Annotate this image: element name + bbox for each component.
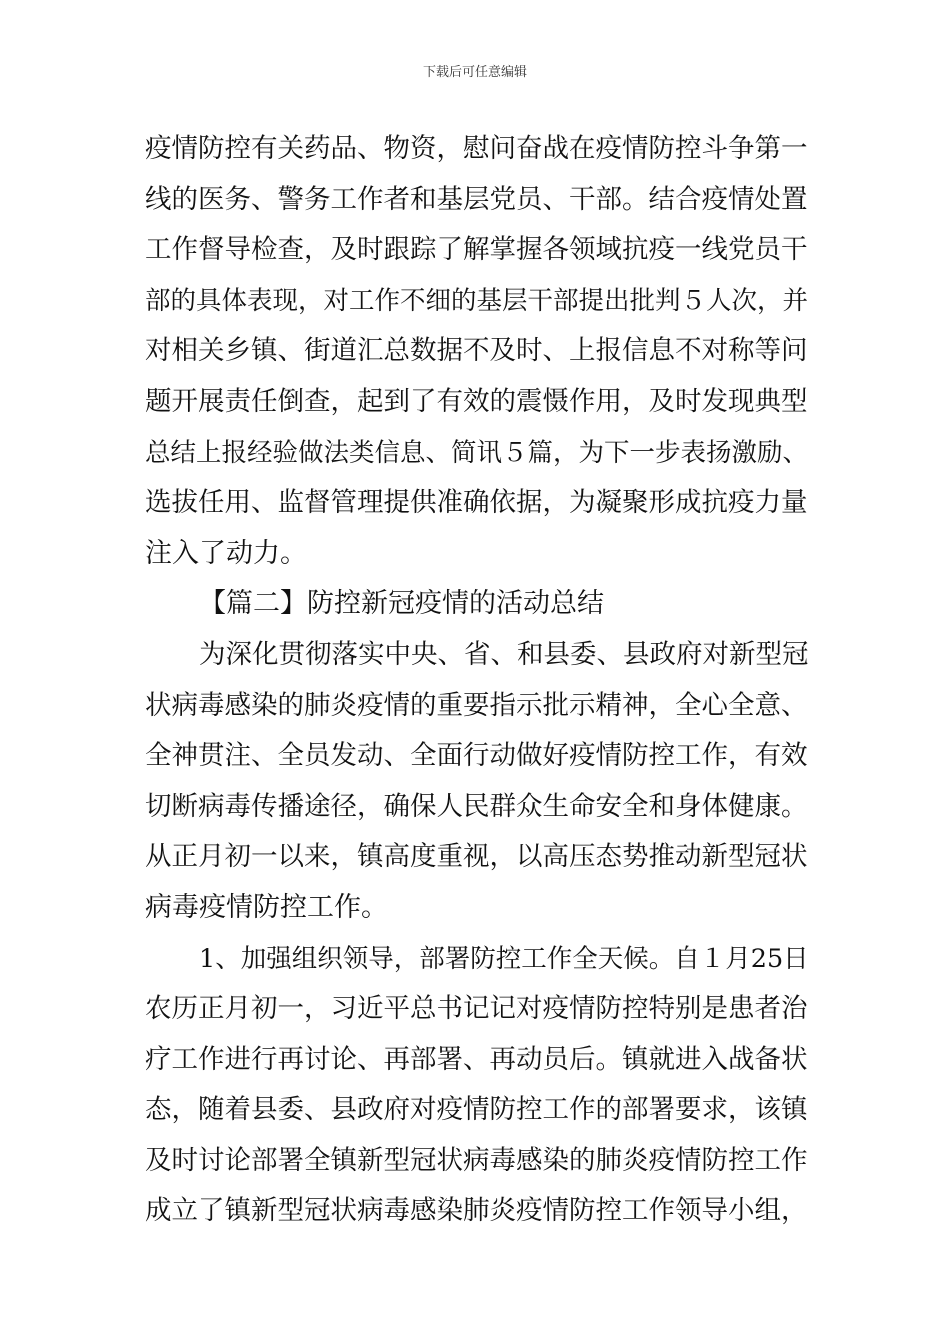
text-line: 题开展责任倒查，起到了有效的震慑作用，及时发现典型 (145, 385, 808, 417)
text-line: 工作督导检查，及时跟踪了解掌握各领域抗疫一线党员干 (145, 234, 808, 266)
text-line: 疫情防控有关药品、物资，慰问奋战在疫情防控斗争第一 (145, 133, 808, 164)
text-line: 注入了动力。 (145, 537, 307, 569)
text-line: 总结上报经验做法类信息、简讯５篇，为下一步表扬激励、 (145, 437, 809, 468)
text-line: 选拔任用、监督管理提供准确依据，为凝聚形成抗疫力量 (145, 487, 808, 519)
document-body (145, 124, 809, 1237)
text-line: 对相关乡镇、街道汇总数据不及时、上报信息不对称等问 (145, 335, 808, 367)
text-line: 切断病毒传播途径，确保人民群众生命安全和身体健康。 (145, 790, 808, 822)
text-line: 成立了镇新型冠状病毒感染肺炎疫情防控工作领导小组， (145, 1195, 808, 1227)
text-line: 农历正月初一，习近平总书记记对疫情防控特别是患者治 (145, 993, 808, 1025)
text-line: 疗工作进行再讨论、再部署、再动员后。镇就进入战备状 (145, 1043, 808, 1075)
text-line: 状病毒感染的肺炎疫情的重要指示批示精神，全心全意、 (145, 689, 808, 721)
text-line: 线的医务、警务工作者和基层党员、干部。结合疫情处置 (145, 183, 808, 215)
text-line: 1、加强组织领导，部署防控工作全天候。自１月25日 (199, 943, 809, 974)
text-line: 部的具体表现，对工作不细的基层干部提出批判５人次，并 (145, 285, 809, 316)
text-line: 病毒疫情防控工作。 (145, 891, 388, 923)
text-line: 【篇二】防控新冠疫情的活动总结 (199, 588, 604, 620)
text-line: 为深化贯彻落实中央、省、和县委、县政府对新型冠 (199, 638, 809, 670)
text-line: 从正月初一以来，镇高度重视，以高压态势推动新型冠状 (145, 841, 808, 873)
page-header-note: 下载后可任意编辑 (422, 65, 527, 80)
text-line: 态，随着县委、县政府对疫情防控工作的部署要求，该镇 (145, 1094, 808, 1126)
text-line: 及时讨论部署全镇新型冠状病毒感染的肺炎疫情防控工作 (145, 1144, 808, 1176)
text-line: 全神贯注、全员发动、全面行动做好疫情防控工作，有效 (145, 740, 808, 772)
